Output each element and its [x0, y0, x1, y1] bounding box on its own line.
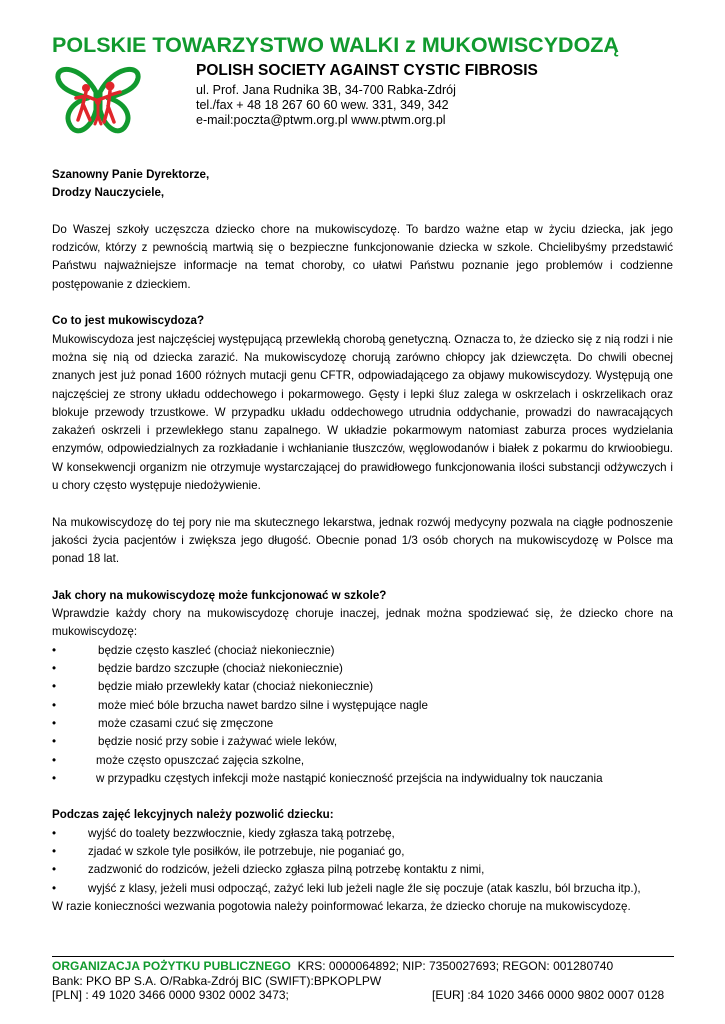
- section-paragraph-what-is-cf: Mukowiscydoza jest najczęściej występującą przewlekłą chorobą genetyczną. Oznacza to, że dziecko się z nią rodzi i nie można się nią od dziecka zarazić. Na mukowiscydozę chorują zarówno chłopcy jak dziewczęta. Do chwili obecnej znanych jest już ponad 1600 różnych mutacji genu CFTR, odpowiadającego za objawy mukowiscydozy. Występują one najczęściej ze strony układu oddechowego i pokarmowego. Gęsty i lepki śluz zalega w oskrzelach i oskrzelikach oraz blokuje przewody trzustkowe. W przypadku układu oddechowego utrudnia oddychanie, prowadzi do nawracających zakażeń oskrzeli i przewlekłego stanu zapalnego. W układzie pokarmowym natomiast zaburza proces wydzielania enzymów, odpowiedzialnych za rozkładanie i wchłanianie tłuszczów, węglowodanów i białek z pokarmu do krwioobiegu. W konsekwencji organizm nie otrzymuje wystarczającej do prawidłowego funkcjonowania ilości substancji odżywczych i u chory często występuje niedożywienie.: [52, 332, 673, 493]
- footer: [52, 959, 665, 1003]
- footer-bank: Bank: PKO BP S.A. O/Rabka-Zdrój BIC (SWIFT):BPKOPLPW: [52, 973, 382, 988]
- section-heading-school: Jak chory na mukowiscydozę może funkcjonować w szkole?: [52, 588, 387, 602]
- list-item: • będzie bardzo szczupłe (chociaż niekoniecznie): [52, 660, 673, 678]
- section-paragraph-treatment: Na mukowiscydozę do tej pory nie ma skutecznego lekarstwa, jednak rozwój medycyny pozwala na ciągłe podnoszenie jakości życia pacjentów i zwiększa jego długość. Obecnie ponad 1/3 osób chorych na mukowiscydozę w Polsce ma ponad 18 lat.: [52, 515, 673, 566]
- section-heading-lessons: Podczas zajęć lekcyjnych należy pozwolić dziecku:: [52, 808, 334, 822]
- bullet-icon: •: [52, 863, 57, 877]
- list-item: • w przypadku częstych infekcji może nastąpić konieczność przejścia na indywidualny tok nauczania: [52, 770, 673, 788]
- letter-body: [52, 166, 673, 916]
- salutation-teachers: Drodzy Nauczyciele,: [52, 186, 165, 200]
- footer-eur-account: [EUR] :84 1020 3466 0000 9802 0007 0128: [432, 988, 665, 1002]
- bullet-icon: •: [52, 698, 57, 712]
- bullet-icon: •: [52, 716, 57, 730]
- permissions-list: [52, 825, 673, 898]
- list-item: • zjadać w szkole tyle posiłków, ile potrzebuje, nie poganiać go,: [52, 843, 673, 861]
- footer-divider: [52, 956, 674, 957]
- bullet-icon: •: [52, 643, 57, 657]
- bullet-icon: •: [52, 826, 57, 840]
- salutation-director: Szanowny Panie Dyrektorze,: [52, 168, 210, 181]
- bullet-icon: •: [52, 662, 57, 676]
- bullet-icon: •: [52, 680, 57, 694]
- butterfly-logo-icon: [52, 62, 144, 142]
- bullet-icon: •: [52, 881, 57, 895]
- footer-registry-ids: KRS: 0000064892; NIP: 7350027693; REGON: 001280740: [297, 959, 614, 973]
- list-item: • będzie nosić przy sobie i zażywać wiele leków,: [52, 733, 673, 751]
- section-paragraph-school: Wprawdzie każdy chory na mukowiscydozę choruje inaczej, jednak można spodziewać się, że dziecko chore na mukowiscydozę:: [52, 607, 673, 639]
- list-item: • może mieć bóle brzucha nawet bardzo silne i występujące nagle: [52, 697, 673, 715]
- bullet-icon: •: [52, 771, 57, 785]
- list-item: • może czasami czuć się zmęczone: [52, 715, 673, 733]
- intro-paragraph: Do Waszej szkoły uczęszcza dziecko chore na mukowiscydozę. To bardzo ważne etap w życiu dziecka, jak jego rodziców, którzy z pewnością martwią się o bezpieczne funkcjonowanie dziecka w szkole. Chcielibyśmy przedstawić Państwu najważniejsze informacje na temat choroby, co ułatwi Państwu poznanie jego problemów i codzienne postępowanie z dzieckiem.: [52, 222, 673, 291]
- org-title-polish: POLSKIE TOWARZYSTWO WALKI z MUKOWISCYDOZĄ: [52, 33, 619, 57]
- list-item: • zadzwonić do rodziców, jeżeli dziecko zgłasza pilną potrzebę kontaktu z nimi,: [52, 861, 673, 879]
- list-item: • wyjść do toalety bezzwłocznie, kiedy zgłasza taką potrzebę,: [52, 825, 673, 843]
- symptom-list-continued: [52, 752, 673, 789]
- footer-pln-account: [PLN] : 49 1020 3466 0000 9302 0002 3473;: [52, 988, 289, 1002]
- symptom-list: [52, 642, 673, 752]
- list-item: • będzie często kaszleć (chociaż niekoniecznie): [52, 642, 673, 660]
- bullet-icon: •: [52, 735, 57, 749]
- org-title-english: POLISH SOCIETY AGAINST CYSTIC FIBROSIS: [196, 62, 538, 79]
- list-item: • może często opuszczać zajęcia szkolne,: [52, 752, 673, 770]
- org-address: ul. Prof. Jana Rudnika 3B, 34-700 Rabka-Zdrój: [196, 83, 456, 97]
- section-heading-what-is-cf: Co to jest mukowiscydoza?: [52, 314, 205, 328]
- list-item: • wyjść z klasy, jeżeli musi odpocząć, zażyć leki lub jeżeli nagle źle się poczuje (atak kaszlu, ból brzucha itp.),: [52, 880, 673, 898]
- list-item: • będzie miało przewlekły katar (chociaż niekoniecznie): [52, 678, 673, 696]
- footer-org-status: ORGANIZACJA POŻYTKU PUBLICZNEGO: [52, 959, 291, 973]
- org-contact: e-mail:poczta@ptwm.org.pl www.ptwm.org.pl: [196, 113, 446, 127]
- closing-paragraph: W razie konieczności wezwania pogotowia należy poinformować lekarza, że dziecko choruje na mukowiscydozę.: [52, 899, 631, 913]
- org-phone: tel./fax + 48 18 267 60 60 wew. 331, 349, 342: [196, 98, 449, 112]
- bullet-icon: •: [52, 753, 57, 767]
- bullet-icon: •: [52, 844, 57, 858]
